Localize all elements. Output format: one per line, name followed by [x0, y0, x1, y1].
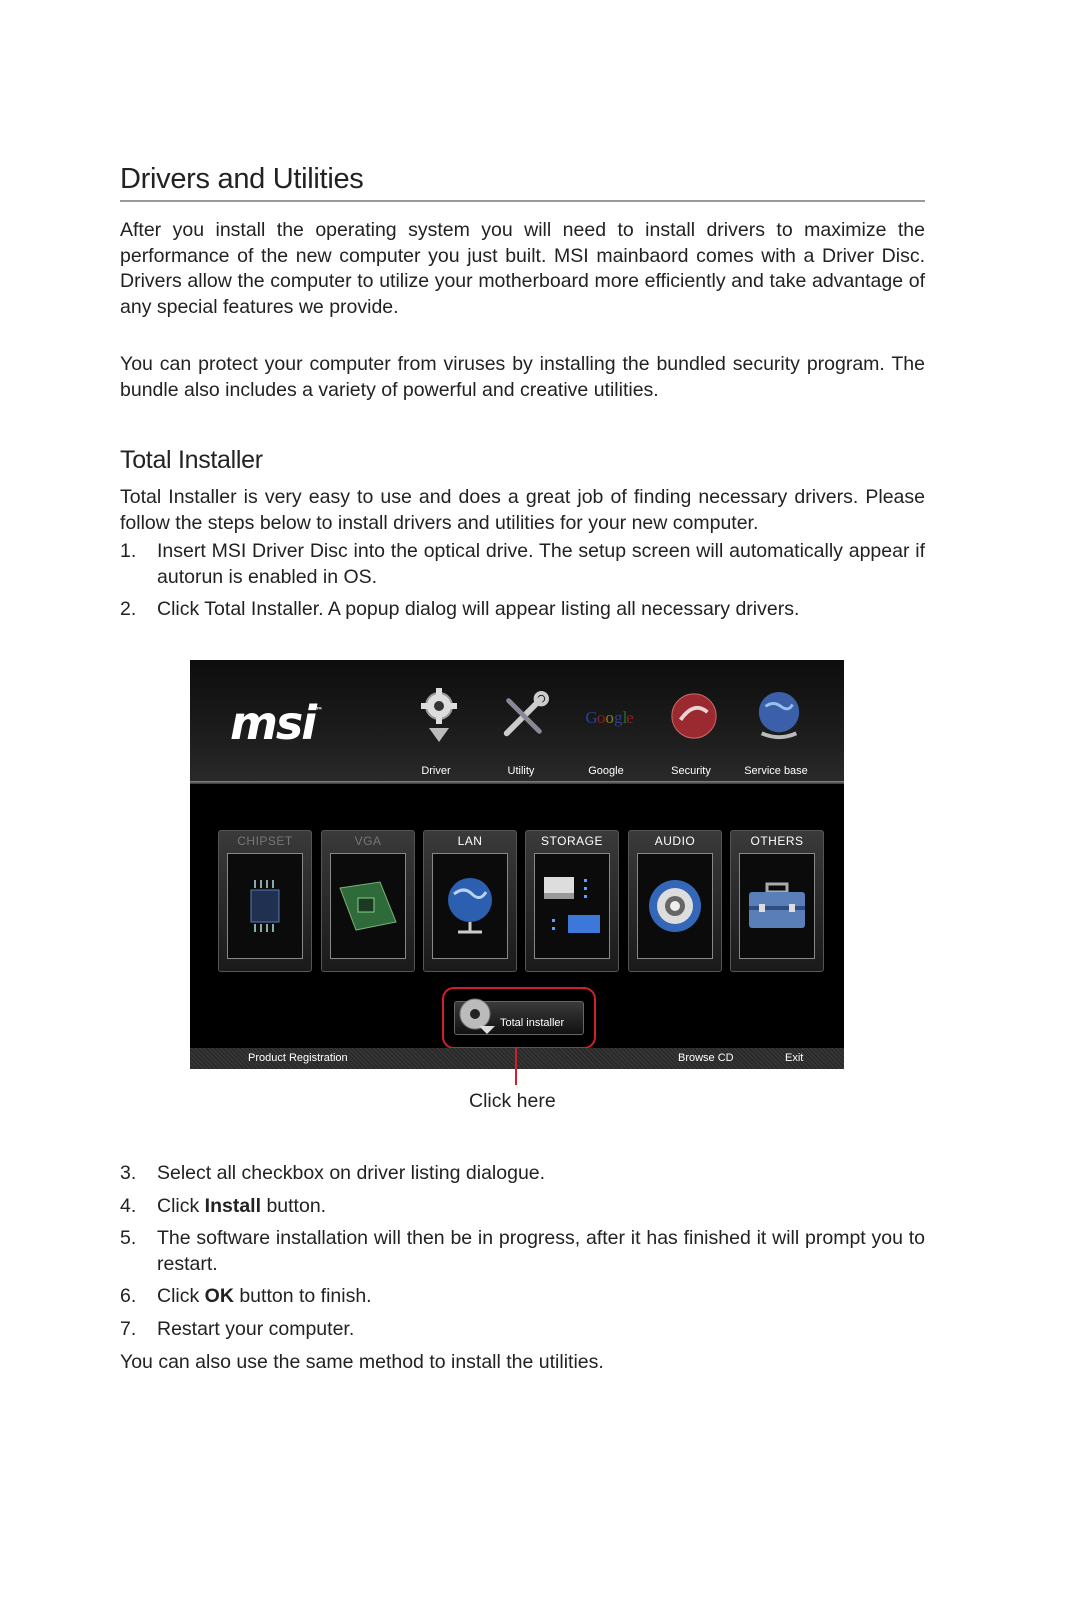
graphics-card-icon [330, 853, 406, 959]
driver-tab[interactable]: Driver [396, 690, 476, 770]
ok-keyword: OK [204, 1285, 234, 1307]
msi-logo: msi™ [230, 696, 322, 750]
top-bar-divider [190, 781, 844, 784]
step-4: 4. Click Install button. [120, 1195, 327, 1217]
utility-tab[interactable]: Utility [481, 690, 561, 770]
google-icon [584, 690, 634, 742]
svg-text:o: o [605, 708, 614, 728]
security-icon [669, 690, 719, 742]
disc-icon [457, 996, 497, 1041]
svg-text:G: G [585, 708, 598, 728]
total-installer-button[interactable]: Total installer [454, 1001, 584, 1035]
category-audio[interactable]: AUDIO [628, 830, 722, 972]
chip-icon [227, 853, 303, 959]
category-lan[interactable]: LAN [423, 830, 517, 972]
step-7: 7. Restart your computer. [120, 1318, 355, 1340]
step-2: 2. Click Total Installer. A popup dialog will appear listing all necessary drivers. [120, 598, 800, 620]
callout-label: Click here [469, 1090, 556, 1112]
category-chipset[interactable]: CHIPSET [218, 830, 312, 972]
toolbox-icon [739, 853, 815, 959]
security-tab[interactable]: Security [651, 690, 731, 770]
svg-text:e: e [626, 708, 634, 728]
page-title: Drivers and Utilities [120, 163, 925, 202]
intro-paragraph-2: You can protect your computer from viruses by installing the bundled security program. The bundle also includes a variety of powerful and creative utilities. [120, 353, 925, 401]
globe-hand-icon [754, 690, 804, 742]
section-lead: Total Installer is very easy to use and does a great job of finding necessary drivers. Please follow the steps below to install drivers and utilities for your new computer. [120, 486, 925, 534]
service-base-tab[interactable]: Service base [736, 690, 816, 770]
installer-bottom-bar [190, 1048, 844, 1069]
browse-cd-link[interactable]: Browse CD [678, 1052, 734, 1064]
installer-top-bar [190, 660, 844, 782]
closing-paragraph: You can also use the same method to install the utilities. [120, 1351, 604, 1373]
exit-link[interactable]: Exit [785, 1052, 804, 1064]
callout-pointer [515, 1047, 517, 1085]
network-globe-icon [432, 853, 508, 959]
intro-paragraph-1: After you install the operating system you will need to install drivers to maximize the performance of the new computer you just built. MSI mainbaord comes with a Driver Disc. Drivers allow the computer to utilize your motherboard more efficiently and take advantage of any special features we provide. [120, 219, 925, 318]
product-registration-link[interactable]: Product Registration [248, 1052, 348, 1064]
svg-text:l: l [622, 708, 628, 728]
gear-download-icon [414, 690, 464, 742]
svg-text:o: o [596, 708, 606, 728]
step-1: 1. Insert MSI Driver Disc into the optical drive. The setup screen will automatically appear if autorun is enabled in OS. [120, 540, 925, 588]
install-keyword: Install [204, 1195, 262, 1217]
category-vga[interactable]: VGA [321, 830, 415, 972]
step-3: 3. Select all checkbox on driver listing dialogue. [120, 1162, 546, 1184]
step-6: 6. Click OK button to finish. [120, 1285, 372, 1307]
installer-screenshot [190, 660, 844, 1069]
section-title: Total Installer [120, 446, 263, 474]
svg-text:g: g [614, 708, 623, 728]
speaker-icon [637, 853, 713, 959]
google-tab[interactable]: G o o g l e Google [566, 690, 646, 770]
storage-icon [534, 853, 610, 959]
total-installer-highlight [442, 987, 596, 1049]
tools-icon [499, 690, 549, 742]
category-others[interactable]: OTHERS [730, 830, 824, 972]
category-storage[interactable]: STORAGE [525, 830, 619, 972]
step-5: 5. The software installation will then be in progress, after it has finished it will prompt you to restart. [120, 1227, 925, 1275]
